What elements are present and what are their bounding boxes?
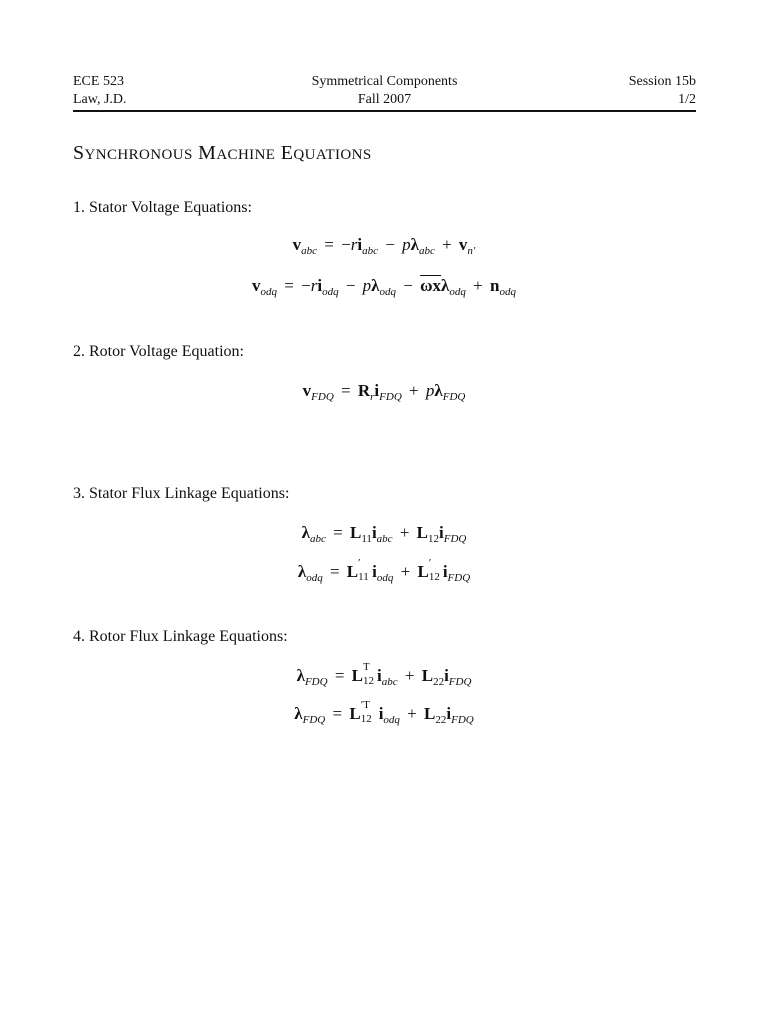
section-heading-rotor-voltage: 2. Rotor Voltage Equation: bbox=[73, 343, 244, 360]
equation-stator-voltage-odq: $v_{odq} = -ri_{odq} - p\lambda_{odq} - \overline{\omega x}\lambda_{odq} + n_{odq}$ bbox=[252, 276, 516, 298]
equation-stator-flux-abc: $\lambda_{abc} = L_{11}i_{abc} + L_{12}i_{FDQ}$ bbox=[301, 523, 467, 545]
header-right bbox=[629, 73, 696, 109]
session: Session 15b bbox=[628, 74, 696, 89]
equation-rotor-flux-odq: $\lambda_{FDQ} = L$ ′T 12 $i_{odq} + L_{22}i_{FDQ}$ bbox=[294, 699, 474, 726]
equation-rotor-flux-abc: $\lambda_{FDQ} = L$ T 12 $i_{abc} + L_{22}i_{FDQ}$ bbox=[296, 661, 472, 688]
equation-rotor-voltage: $v_{FDQ} = R_ri_{FDQ} + p\lambda_{FDQ}$ bbox=[302, 381, 466, 403]
course-code: ECE 523 bbox=[73, 74, 124, 89]
page-header bbox=[73, 73, 696, 113]
author: Law, J.D. bbox=[73, 92, 127, 107]
section-heading-rotor-flux: 4. Rotor Flux Linkage Equations: bbox=[73, 628, 288, 645]
topic: Symmetrical Components bbox=[311, 74, 458, 89]
page-title: SYNCHRONOUS MACHINE EQUATIONS bbox=[73, 142, 372, 164]
header-center bbox=[73, 73, 696, 109]
equation-stator-flux-odq: $\lambda_{odq} = L$ ′ 11 $i_{odq} + L$ ′ 12 $i_{FDQ}$ bbox=[297, 557, 471, 584]
term: Fall 2007 bbox=[357, 92, 412, 107]
equation-stator-voltage-abc: $v_{abc} = -ri_{abc} - p\lambda_{abc} + v_{n'}$ bbox=[292, 235, 476, 257]
section-heading-stator-flux: 3. Stator Flux Linkage Equations: bbox=[73, 485, 290, 502]
section-heading-stator-voltage: 1. Stator Voltage Equations: bbox=[73, 199, 252, 216]
header-rule bbox=[73, 110, 696, 112]
page-number: 1/2 bbox=[678, 92, 696, 107]
